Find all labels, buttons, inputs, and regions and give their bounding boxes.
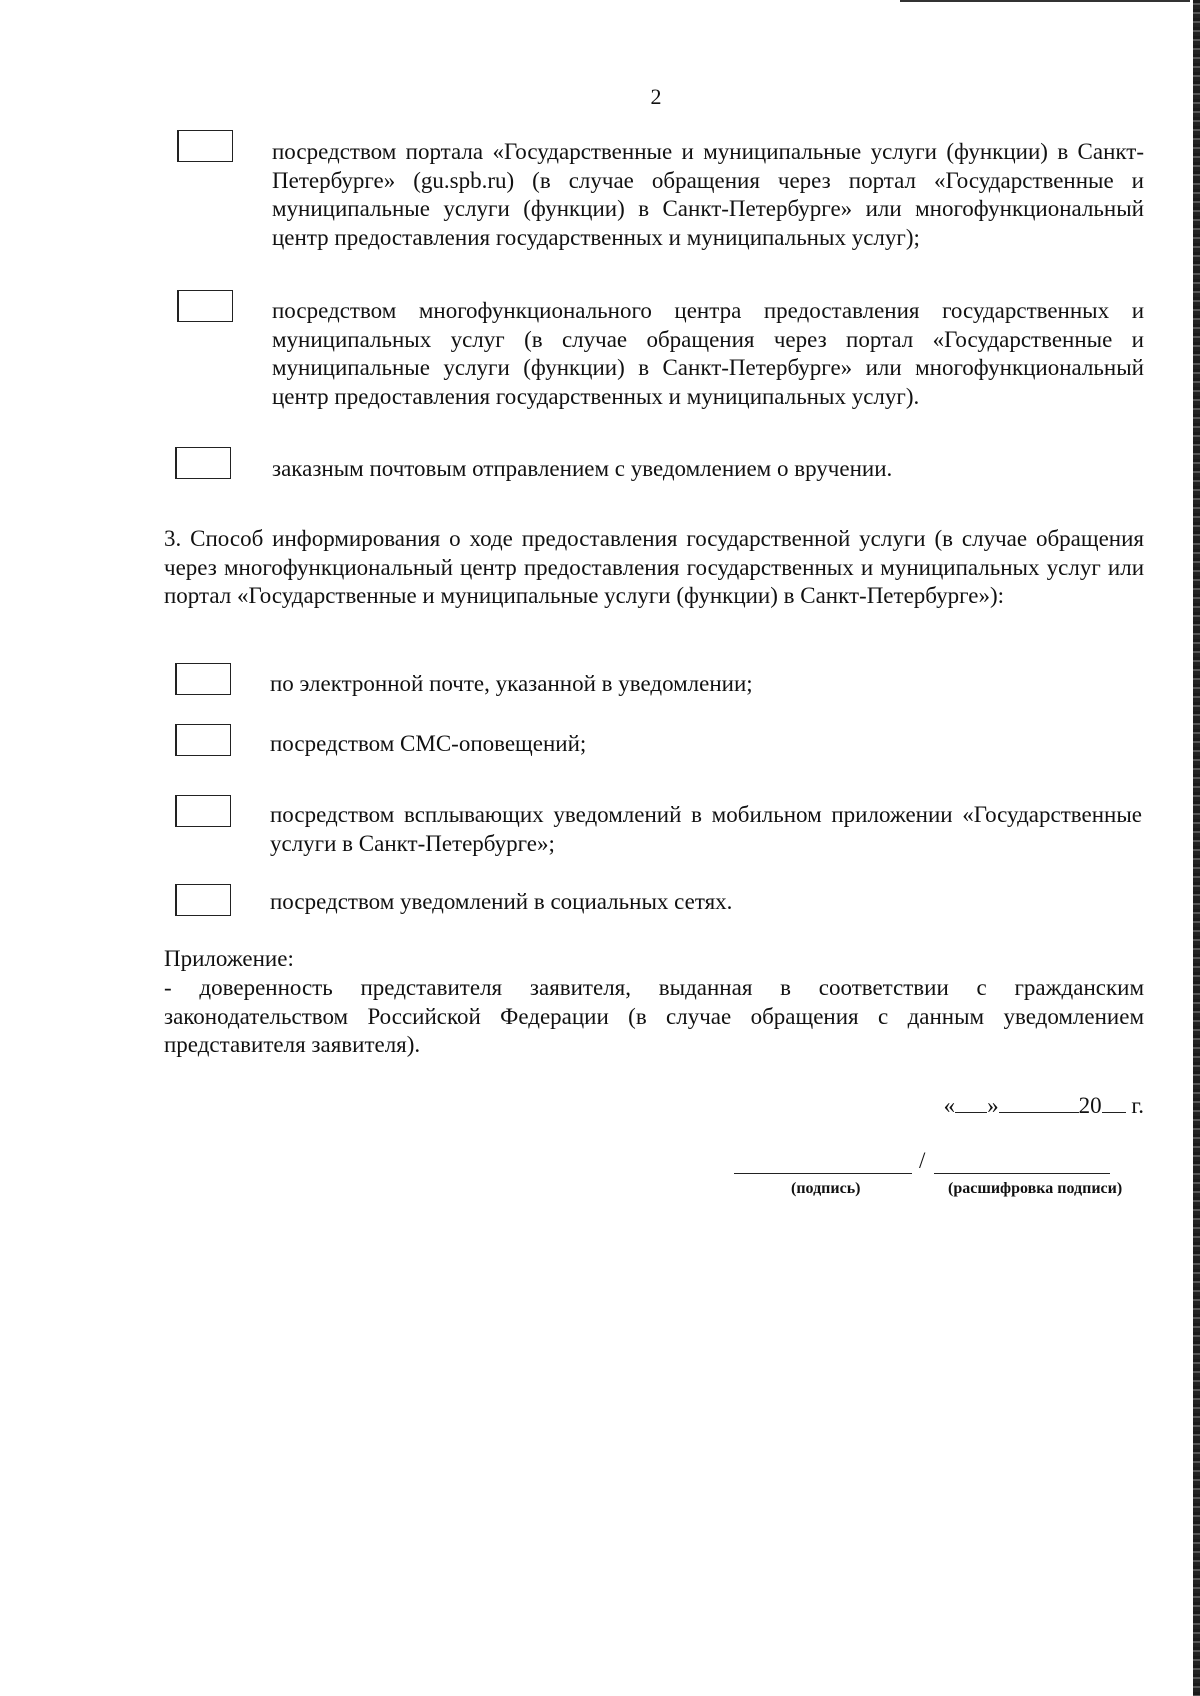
signature-decode-caption: (расшифровка подписи) [948, 1180, 1123, 1197]
scan-edge [1193, 0, 1200, 1696]
date-open-quote: « [943, 1093, 956, 1118]
checkbox-inform-push[interactable] [175, 795, 231, 827]
date-year-prefix: 20 [1078, 1093, 1102, 1118]
signature-field[interactable] [734, 1172, 912, 1174]
inform-option-text: посредством уведомлений в социальных сетях. [270, 889, 733, 914]
delivery-option-text: заказным почтовым отправлением с уведомлением о вручении. [272, 456, 893, 481]
checkbox-inform-email[interactable] [175, 663, 231, 695]
inform-option-text: посредством СМС-оповещений; [270, 731, 587, 756]
checkbox-delivery-post[interactable] [175, 447, 231, 479]
inform-option-text: посредством всплывающих уведомлений в мобильном приложении «Государственные услуги в Санкт-Петербурге»; [270, 802, 1142, 856]
inform-option-text: по электронной почте, указанной в уведомлении; [270, 671, 753, 696]
date-close-quote: » [987, 1093, 999, 1118]
date-day-field[interactable] [955, 1092, 987, 1113]
appendix-title: Приложение: [164, 946, 294, 971]
signature-slash: / [919, 1148, 926, 1173]
checkbox-inform-sms[interactable] [175, 724, 231, 756]
checkbox-delivery-portal[interactable] [177, 130, 233, 162]
signature-caption: (подпись) [791, 1180, 861, 1197]
signature-decode-field[interactable] [934, 1172, 1110, 1174]
date-suffix: г. [1131, 1093, 1144, 1118]
delivery-option-text: посредством многофункционального центра предоставления государственных и муниципальных услуг (в случае обращения через портал «Государственные и муниципальные услуги (функции) в Санкт-Петербурге» или многофункциональный центр предоставления государственных и муниципальных услуг). [272, 298, 1144, 409]
delivery-option-text: посредством портала «Государственные и муниципальные услуги (функции) в Санкт-Петербурге» (gu.spb.ru) (в случае обращения через портал «Государственные и муниципальные услуги (функции) в Санкт-Петербурге» или многофункциональный центр предоставления государственных и муниципальных услуг); [272, 139, 1144, 250]
scan-top-rule [900, 0, 1190, 2]
date-year-field[interactable] [1102, 1092, 1126, 1113]
checkbox-delivery-mfc[interactable] [177, 290, 233, 322]
date-line [944, 1092, 1144, 1119]
section3-heading: 3. Способ информирования о ходе предоставления государственной услуги (в случае обращения через многофункциональный центр предоставления государственных и муниципальных услуг или портал «Государственные и муниципальные услуги (функции) в Санкт-Петербурге»): [164, 526, 1144, 608]
appendix-text: - доверенность представителя заявителя, выданная в соответствии с гражданским законодательством Российской Федерации (в случае обращения с данным уведомлением представителя заявителя). [164, 975, 1144, 1057]
checkbox-inform-social[interactable] [175, 884, 231, 916]
date-month-field[interactable] [999, 1092, 1079, 1113]
page-number: 2 [650, 84, 662, 109]
